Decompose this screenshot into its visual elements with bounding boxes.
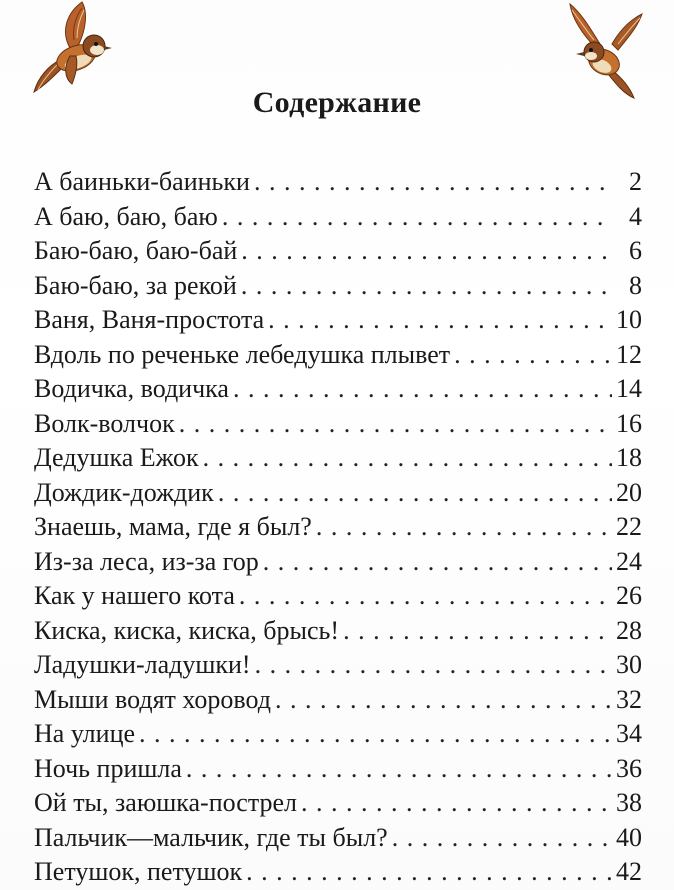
dot-leader <box>222 200 612 234</box>
toc-entry-page-number: 10 <box>616 305 642 334</box>
toc-entry-page-number: 12 <box>616 339 642 369</box>
toc-entry <box>34 303 642 338</box>
dot-leader <box>316 510 612 544</box>
toc-entry <box>34 648 642 683</box>
toc-entry-page-number: 16 <box>616 408 642 438</box>
toc-entry-page-number: 24 <box>616 546 642 576</box>
dot-leader <box>275 683 612 717</box>
toc-entry-title: Баю-баю, за рекой <box>34 270 237 300</box>
toc-entry <box>34 545 642 580</box>
dot-leader <box>254 165 612 199</box>
toc-entry-page-number: 8 <box>629 270 642 300</box>
toc-entry-page-number: 36 <box>616 753 642 783</box>
toc-entry-page-number: 18 <box>616 443 642 472</box>
toc-entry-title: Водичка, водичка <box>34 374 229 403</box>
toc-entry-page-number: 26 <box>616 581 642 610</box>
toc-entry-page-number: 30 <box>616 650 642 679</box>
toc-entry-title: Петушок, петушок <box>34 857 243 886</box>
page-title: Содержание <box>252 86 422 119</box>
dot-leader <box>392 821 612 855</box>
toc-entry-title: Ой ты, заюшка-пострел <box>34 788 298 817</box>
dot-leader <box>179 407 612 441</box>
toc-entry-page-number: 28 <box>616 615 642 645</box>
toc-entry-page-number: 42 <box>616 857 642 886</box>
toc-entry-title: Ночь пришла <box>34 753 182 783</box>
dot-leader <box>139 717 612 751</box>
toc-entry <box>34 752 642 787</box>
toc-entry-title: А баю, баю, баю <box>34 201 218 231</box>
toc-entry-title: Дедушка Ежок <box>34 443 199 472</box>
toc-entry-page-number: 32 <box>616 684 642 714</box>
toc-entry-page-number: 38 <box>616 788 642 817</box>
dot-leader <box>343 614 612 648</box>
sparrow-illustration-right <box>560 0 650 100</box>
toc-entry-title: Дождик-дождик <box>34 477 214 507</box>
dot-leader <box>454 338 612 372</box>
toc-entry-title: Киска, киска, киска, брысь! <box>34 615 340 645</box>
dot-leader <box>241 269 612 303</box>
toc-entry <box>34 200 642 235</box>
toc-entry <box>34 717 642 752</box>
toc-entry-page-number: 40 <box>616 822 642 852</box>
toc-entry-page-number: 20 <box>616 477 642 507</box>
toc-entry-title: Знаешь, мама, где я был? <box>34 512 312 541</box>
toc-entry <box>34 234 642 269</box>
dot-leader <box>246 855 612 889</box>
toc-entry-page-number: 4 <box>629 201 642 231</box>
toc-entry <box>34 821 642 856</box>
toc-entry <box>34 165 642 200</box>
toc-entry <box>34 614 642 649</box>
toc-entry-page-number: 22 <box>616 512 642 541</box>
table-of-contents <box>34 165 642 890</box>
dot-leader <box>301 786 612 820</box>
toc-entry <box>34 510 642 545</box>
toc-entry <box>34 338 642 373</box>
toc-entry-page-number: 2 <box>629 167 642 196</box>
dot-leader <box>255 648 612 682</box>
dot-leader <box>239 579 612 613</box>
toc-entry-title: Мыши водят хоровод <box>34 684 272 714</box>
toc-entry-title: Из-за леса, из-за гор <box>34 546 259 576</box>
toc-entry-title: Баю-баю, баю-бай <box>34 236 238 265</box>
toc-entry-title: Вдоль по реченьке лебедушка плывет <box>34 339 451 369</box>
toc-entry <box>34 407 642 442</box>
dot-leader <box>186 752 612 786</box>
dot-leader <box>218 476 612 510</box>
toc-entry-title: Ладушки-ладушки! <box>34 650 251 679</box>
toc-entry-title: А баиньки-баиньки <box>34 167 250 196</box>
toc-entry <box>34 476 642 511</box>
toc-entry <box>34 683 642 718</box>
dot-leader <box>268 303 612 337</box>
dot-leader <box>233 372 612 406</box>
toc-entry-title: Волк-волчок <box>34 408 175 438</box>
toc-entry-title: Как у нашего кота <box>34 581 235 610</box>
toc-entry <box>34 579 642 614</box>
toc-entry-page-number: 14 <box>616 374 642 403</box>
toc-entry <box>34 372 642 407</box>
toc-entry <box>34 786 642 821</box>
toc-entry-title: Пальчик—мальчик, где ты был? <box>34 822 388 852</box>
toc-entry <box>34 441 642 476</box>
toc-entry-title: Ваня, Ваня-простота <box>34 305 265 334</box>
toc-entry-title: На улице <box>34 719 136 748</box>
dot-leader <box>241 234 612 268</box>
toc-entry <box>34 269 642 304</box>
dot-leader <box>263 545 612 579</box>
toc-entry-page-number: 6 <box>629 236 642 265</box>
sparrow-illustration-left <box>30 0 120 100</box>
toc-entry <box>34 855 642 890</box>
dot-leader <box>203 441 612 475</box>
toc-entry-page-number: 34 <box>616 719 642 748</box>
